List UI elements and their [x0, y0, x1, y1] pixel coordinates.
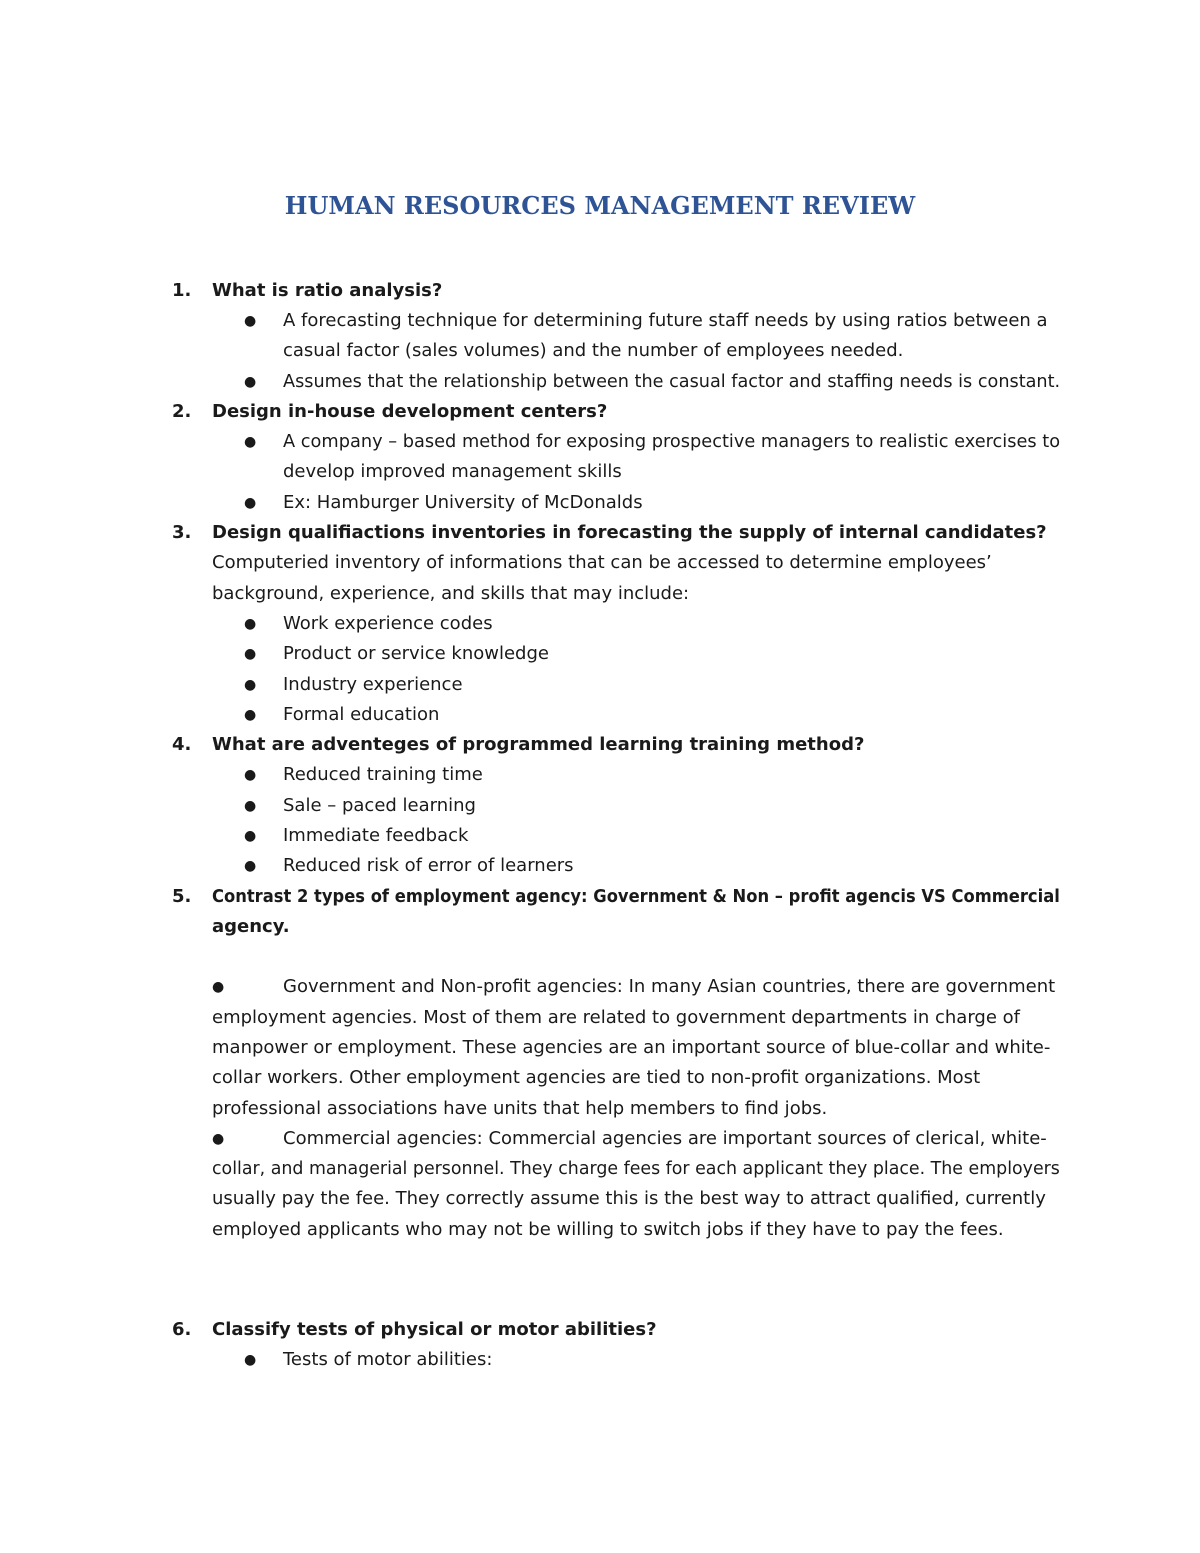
- q5-number: 5.: [172, 886, 192, 907]
- q3-text-line1: Computeried inventory of informations that can be accessed to determine employees’: [212, 552, 992, 573]
- q1-number: 1.: [172, 280, 192, 301]
- q2-bullet1-line1: A company – based method for exposing prospective managers to realistic exercises to: [283, 431, 1061, 452]
- q3-number: 3.: [172, 522, 192, 543]
- q5-para1-line4: collar workers. Other employment agencies are tied to non-profit organizations. Most: [212, 1067, 981, 1088]
- q6-bullet: Tests of motor abilities:: [283, 1349, 493, 1370]
- q4-bullet: Sale – paced learning: [283, 795, 476, 816]
- q4-number: 4.: [172, 734, 192, 755]
- q5-para2-line2: collar, and managerial personnel. They charge fees for each applicant they place. The employers: [212, 1158, 1060, 1179]
- q2-number: 2.: [172, 401, 192, 422]
- q3-question: Design qualifiactions inventories in forecasting the supply of internal candidates?: [212, 522, 1047, 543]
- q1-bullet2: Assumes that the relationship between the casual factor and staffing needs is constant.: [283, 371, 1061, 392]
- q2-question: Design in-house development centers?: [212, 401, 608, 422]
- bullet-icon: ●: [244, 707, 257, 723]
- bullet-icon: ●: [244, 646, 257, 662]
- q3-bullet: Industry experience: [283, 674, 463, 695]
- q5-question-line2: agency.: [212, 916, 290, 937]
- bullet-icon: ●: [244, 616, 257, 632]
- q1-bullet1-line1: A forecasting technique for determining future staff needs by using ratios between a: [283, 310, 1048, 331]
- bullet-icon: ●: [244, 677, 257, 693]
- q5-para2-line1: Commercial agencies: Commercial agencies are important sources of clerical, white-: [283, 1128, 1047, 1149]
- q5-question-line1: Contrast 2 types of employment agency: Government & Non – profit agencis VS Commercial: [212, 886, 1060, 907]
- q1-bullet1-line2: casual factor (sales volumes) and the number of employees needed.: [283, 340, 904, 361]
- q1-question: What is ratio analysis?: [212, 280, 443, 301]
- bullet-icon: ●: [244, 434, 257, 450]
- q4-question: What are adventeges of programmed learning training method?: [212, 734, 865, 755]
- q4-bullet: Reduced training time: [283, 764, 483, 785]
- bullet-icon: ●: [244, 828, 257, 844]
- q5-para2-line3: usually pay the fee. They correctly assume this is the best way to attract qualified, currently: [212, 1188, 1046, 1209]
- q3-text-line2: background, experience, and skills that may include:: [212, 583, 690, 604]
- q5-para1-line5: professional associations have units that help members to find jobs.: [212, 1098, 828, 1119]
- q5-para1-line1: Government and Non-profit agencies: In many Asian countries, there are government: [283, 976, 1056, 997]
- bullet-icon: ●: [244, 798, 257, 814]
- q4-bullet: Reduced risk of error of learners: [283, 855, 574, 876]
- page-title: HUMAN RESOURCES MANAGEMENT REVIEW: [284, 191, 916, 220]
- q3-bullet: Formal education: [283, 704, 440, 725]
- q5-para2-line4: employed applicants who may not be willing to switch jobs if they have to pay the fees.: [212, 1219, 1004, 1240]
- bullet-icon: ●: [244, 767, 257, 783]
- bullet-icon: ●: [244, 1352, 257, 1368]
- bullet-icon: ●: [244, 858, 257, 874]
- bullet-icon: ●: [244, 495, 257, 511]
- q3-bullet: Product or service knowledge: [283, 643, 549, 664]
- q4-bullet: Immediate feedback: [283, 825, 469, 846]
- q6-number: 6.: [172, 1319, 192, 1340]
- q3-bullet: Work experience codes: [283, 613, 493, 634]
- bullet-icon: ●: [212, 1131, 225, 1147]
- bullet-icon: ●: [244, 313, 257, 329]
- q5-para1-line2: employment agencies. Most of them are related to government departments in charge of: [212, 1007, 1020, 1028]
- q2-bullet2: Ex: Hamburger University of McDonalds: [283, 492, 643, 513]
- bullet-icon: ●: [212, 979, 225, 995]
- q2-bullet1-line2: develop improved management skills: [283, 461, 622, 482]
- bullet-icon: ●: [244, 374, 257, 390]
- q6-question: Classify tests of physical or motor abilities?: [212, 1319, 657, 1340]
- q5-para1-line3: manpower or employment. These agencies are an important source of blue-collar and white-: [212, 1037, 1051, 1058]
